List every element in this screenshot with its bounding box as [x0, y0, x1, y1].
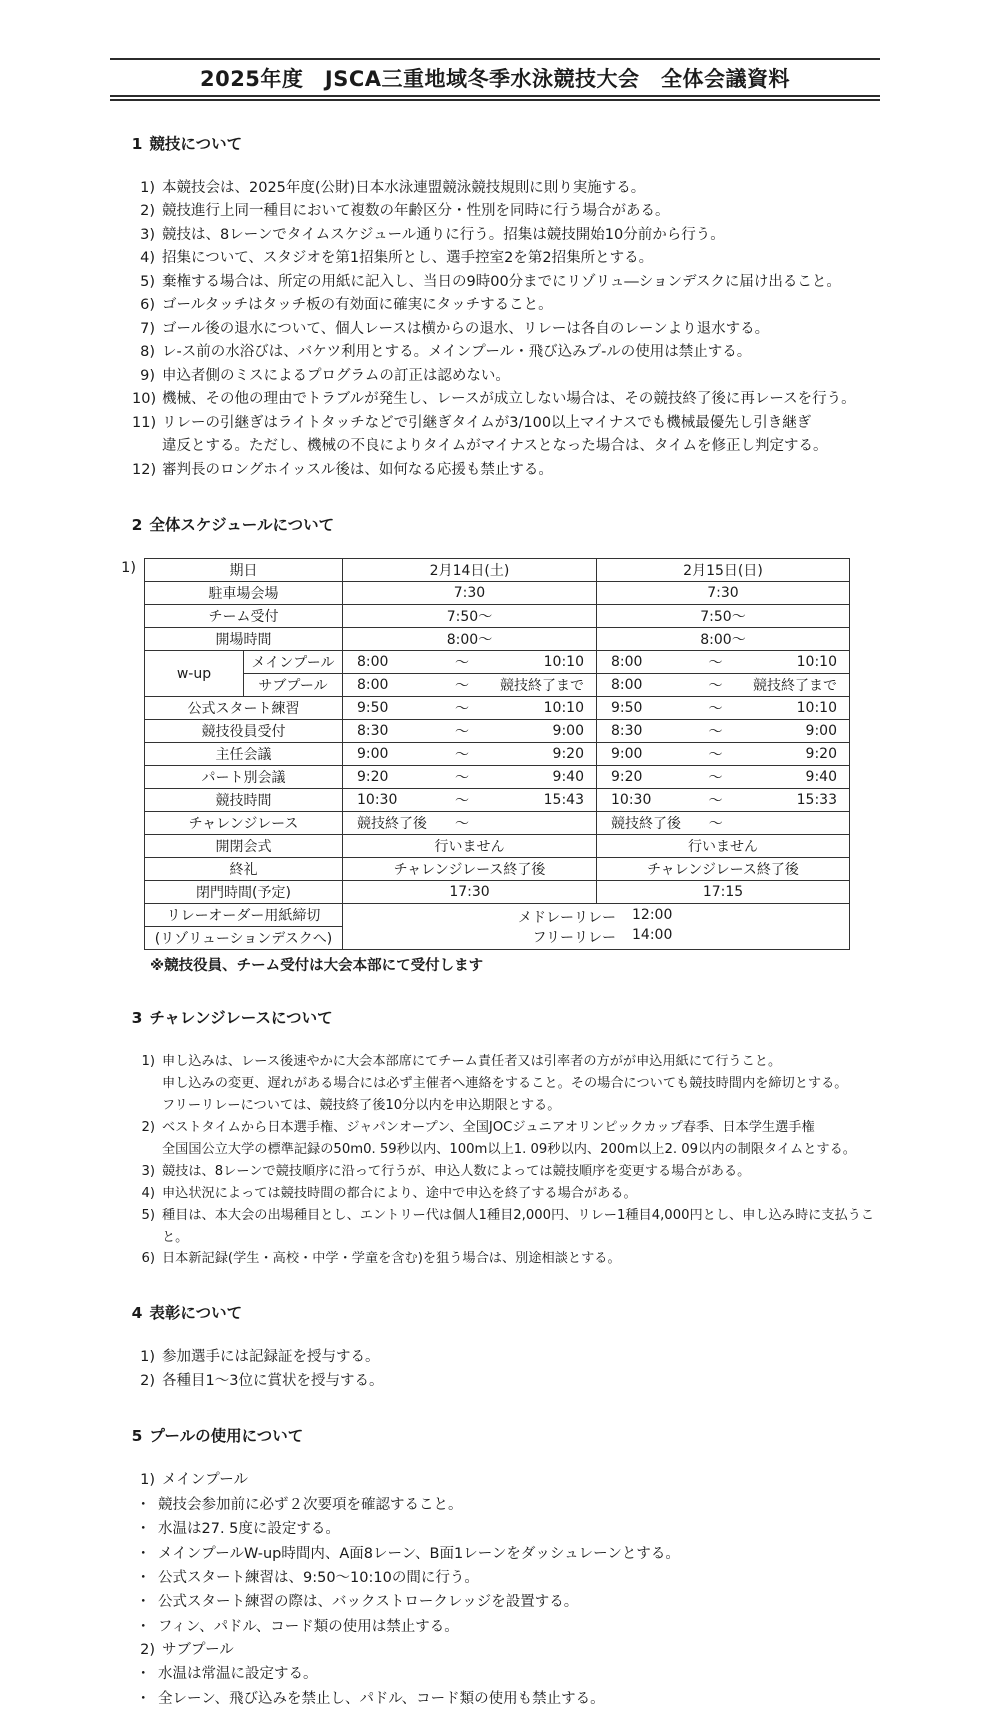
list-item-continuation: 違反とする。ただし、機械の不良によりタイムがマイナスとなった場合は、タイムを修正し判定する。: [162, 438, 828, 455]
header-day1-cell: 2月14日(土): [343, 559, 597, 582]
list-item-text: 日本新記録(学生・高校・中学・学童を含む)を狙う場合は、別途相談とする。: [162, 1251, 621, 1267]
bullet-item-text: 公式スタート練習は、9:50〜10:10の間に行う。: [158, 1569, 479, 1586]
bullet-dot-icon: ・: [136, 1569, 151, 1586]
row-label: 開閉会式: [145, 835, 343, 858]
row-label: 公式スタート練習: [145, 697, 343, 720]
time-separator: 〜: [455, 747, 470, 764]
time-separator: 〜: [708, 655, 723, 672]
row-sublabel: メインプール: [244, 651, 343, 674]
time-separator: 〜: [708, 678, 723, 695]
table-row-relay-deadline: [145, 904, 850, 927]
section-title: 全体スケジュールについて: [149, 516, 335, 535]
bullet-dot-icon: ・: [136, 1496, 151, 1513]
time-separator: 〜: [708, 793, 723, 810]
bullet-dot-icon: ・: [136, 1594, 151, 1611]
time-end: 9:00: [552, 723, 584, 740]
row-label: チーム受付: [145, 605, 343, 628]
cell-day1: [343, 720, 597, 743]
cell-day1: [343, 812, 597, 835]
time-start: 8:00: [357, 654, 389, 671]
list-item-continuation: 全国国公立大学の標準記録の50m0. 59秒以内、100m以上1. 09秒以内、200m以上2. 09以内の制限タイムとする。: [162, 1141, 856, 1157]
list-item-text: 申込状況によっては競技時間の都合により、途中で申込を終了する場合がある。: [162, 1185, 637, 1201]
list-item-marker: 3): [141, 1163, 155, 1179]
list-item: [132, 1051, 880, 1117]
title-rule-bottom-outer: [110, 95, 880, 97]
relay-entry: [345, 927, 847, 947]
time-separator: 〜: [455, 770, 470, 787]
cell-day2: [597, 743, 850, 766]
time-end: 9:40: [552, 769, 584, 786]
section-1-items: [110, 177, 880, 482]
cell-day1: 7:30: [343, 582, 597, 605]
table-row: [145, 628, 850, 651]
bullet-dot-icon: ・: [136, 1690, 151, 1707]
list-item: [132, 1161, 880, 1183]
cell-day1: [343, 674, 597, 697]
list-item-marker: 4): [141, 1185, 155, 1201]
section-number: 5: [131, 1427, 143, 1446]
cell-day1: [343, 743, 597, 766]
list-item-marker: 6): [140, 297, 155, 314]
list-item-text: 招集について、スタジオを第1招集所とし、選手控室2を第2招集所とする。: [162, 250, 654, 267]
table-row: [145, 605, 850, 628]
section-title: 表彰について: [149, 1304, 243, 1323]
list-item-marker: 11): [132, 414, 157, 431]
row-label: パート別会議: [145, 766, 343, 789]
time-separator: 〜: [455, 816, 470, 833]
list-item: [132, 247, 880, 270]
bullet-item: [136, 1615, 880, 1639]
time-separator: 〜: [708, 747, 723, 764]
time-separator: 〜: [455, 701, 470, 718]
row-label: 競技役員受付: [145, 720, 343, 743]
bullet-item: [136, 1566, 880, 1590]
relay-name: メドレーリレー: [518, 909, 616, 926]
schedule-table-wrapper: [110, 558, 880, 950]
time-start: 8:00: [611, 654, 643, 671]
table-row: [145, 812, 850, 835]
list-item-marker: 2): [140, 1372, 155, 1389]
section-heading-schedule: [110, 495, 880, 553]
section-heading-competition: [110, 114, 880, 172]
document-title-block: [110, 58, 880, 101]
table-row: [145, 674, 850, 697]
time-start: 9:00: [611, 746, 643, 763]
list-item-marker: 8): [140, 344, 155, 361]
list-item-marker: 9): [140, 367, 155, 384]
time-start: 8:30: [357, 723, 389, 740]
time-start: 競技終了後: [357, 816, 427, 833]
time-end: 15:33: [796, 792, 837, 809]
list-item-text: 審判長のロングホイッスル後は、如何なる応援も禁止する。: [162, 461, 553, 478]
list-item: [132, 412, 880, 459]
cell-day1: [343, 766, 597, 789]
schedule-note: ※競技役員、チーム受付は大会本部にて受付します: [150, 958, 484, 975]
cell-day2: 7:50〜: [597, 605, 850, 628]
time-start: 8:00: [357, 677, 389, 694]
list-item: [132, 365, 880, 388]
list-item-text: 種目は、本大会の出場種目とし、エントリー代は個人1種目2,000円、リレー1種目4,000円とし、申し込み時に支払うこと。: [162, 1207, 875, 1245]
list-item-text: 申し込みは、レース後速やかに大会本部席にてチーム責任者又は引率者の方がが申込用紙にて行うこと。 申し込みの変更、遅れがある場合には必ず主催者へ連絡をすること。その場合についても競技時間内を締切とする。 フリーリレーについては、競技終了後10分以内を申込期限とする。: [162, 1051, 880, 1117]
list-item: [132, 341, 880, 364]
header-label-cell: 期日: [145, 559, 343, 582]
list-item: [132, 1370, 880, 1393]
list-item: [132, 1205, 880, 1249]
time-start: 9:50: [357, 700, 389, 717]
list-item-marker: 2): [140, 203, 155, 220]
time-end: 10:10: [796, 654, 837, 671]
list-item-marker: 1): [140, 1349, 155, 1366]
time-start: 9:50: [611, 700, 643, 717]
section-5-groups: [110, 1469, 880, 1711]
bullet-dot-icon: ・: [136, 1521, 151, 1538]
list-item-text: 競技は、8レーンで競技順序に沿って行うが、申込人数によっては競技順序を変更する場合がある。: [162, 1163, 751, 1179]
list-item-marker: 3): [140, 226, 155, 243]
cell-day2: [597, 674, 850, 697]
overall-schedule-table: [144, 558, 850, 950]
cell-day2: 行いません: [597, 835, 850, 858]
table-row: [145, 881, 850, 904]
list-item-marker: 4): [140, 250, 155, 267]
section-number: 3: [131, 1009, 143, 1028]
list-item: [132, 224, 880, 247]
table-row: [145, 766, 850, 789]
relay-label-line2: (リゾリューションデスクへ): [145, 927, 343, 950]
time-start: 9:20: [357, 769, 389, 786]
header-day2-cell: 2月15日(日): [597, 559, 850, 582]
section-number: 4: [131, 1304, 143, 1323]
page-title: 2025年度 JSCA三重地域冬季水泳競技大会 全体会議資料: [199, 67, 791, 91]
row-label: 駐車場会場: [145, 582, 343, 605]
bullet-dot-icon: ・: [136, 1618, 151, 1635]
table-row: [145, 720, 850, 743]
section-title: プールの使用について: [149, 1427, 304, 1446]
cell-day1: 8:00〜: [343, 628, 597, 651]
table-row: [145, 582, 850, 605]
relay-name: フリーリレー: [532, 929, 616, 946]
time-end: 9:20: [552, 746, 584, 763]
list-item: [132, 388, 880, 411]
row-label: 主任会議: [145, 743, 343, 766]
list-item-marker: 1): [141, 1054, 155, 1070]
list-item: [132, 1469, 880, 1492]
list-item: [132, 1346, 880, 1369]
list-item-marker: 5): [141, 1207, 155, 1223]
section-number: 2: [131, 516, 143, 535]
list-item-marker: 7): [140, 320, 155, 337]
time-separator: 〜: [455, 793, 470, 810]
cell-day2: [597, 720, 850, 743]
bullet-item: [136, 1542, 880, 1566]
time-start: 競技終了後: [611, 816, 681, 833]
bullet-item-text: 水温は常温に設定する。: [158, 1666, 318, 1683]
cell-day2: [597, 789, 850, 812]
row-sublabel: サブプール: [244, 674, 343, 697]
relay-entry: [345, 907, 847, 927]
section-heading-pool-use: [110, 1406, 880, 1464]
time-end: 9:20: [805, 746, 837, 763]
cell-day1: 17:30: [343, 881, 597, 904]
list-item-marker: 1): [140, 180, 155, 196]
cell-day1: [343, 697, 597, 720]
time-start: 9:00: [357, 746, 389, 763]
relay-entries-cell: [343, 904, 850, 950]
time-start: 8:00: [611, 677, 643, 694]
section-3-items: [110, 1051, 880, 1270]
schedule-list-marker: 1): [121, 560, 136, 577]
table-header-row: [145, 559, 850, 582]
bullet-item-text: メインプールW-up時間内、A面8レーン、B面1レーンをダッシュレーンとする。: [158, 1545, 680, 1562]
cell-day2: [597, 697, 850, 720]
list-item-marker: 2): [141, 1120, 155, 1136]
time-start: 10:30: [357, 792, 398, 809]
cell-day1: [343, 651, 597, 674]
list-item-marker: 5): [140, 273, 155, 290]
time-end: 競技終了まで: [500, 678, 584, 695]
list-item: [132, 200, 880, 223]
list-item-marker: 6): [141, 1251, 155, 1267]
list-item-text: 機械、その他の理由でトラブルが発生し、レースが成立しない場合は、その競技終了後に再レースを行う。: [162, 391, 856, 408]
list-item: [132, 459, 880, 482]
list-item: [132, 1183, 880, 1205]
relay-time: 14:00: [632, 926, 673, 943]
time-end: 9:40: [805, 769, 837, 786]
relay-label-line1: リレーオーダー用紙締切: [145, 904, 343, 927]
time-end: 10:10: [796, 700, 837, 717]
time-end: 10:10: [543, 700, 584, 717]
table-row: [145, 743, 850, 766]
cell-day2: 17:15: [597, 881, 850, 904]
bullet-dot-icon: ・: [136, 1545, 151, 1562]
section-4-items: [110, 1346, 880, 1393]
list-item-text: ベストタイムから日本選手権、ジャパンオープン、全国JOCジュニアオリンピックカップ春季、日本学生選手権 全国国公立大学の標準記録の50m0. 59秒以内、100m以上1. 09秒以内、200m以上2. 09以内の制限タイムとする。: [162, 1117, 880, 1161]
list-item-marker: 10): [132, 391, 157, 408]
list-item: [132, 177, 880, 200]
bullet-dot-icon: ・: [136, 1666, 151, 1683]
time-start: 10:30: [611, 792, 652, 809]
bullet-item-text: フィン、パドル、コード類の使用は禁止する。: [158, 1618, 459, 1635]
bullet-item-text: 公式スタート練習の際は、バックストロークレッジを設置する。: [158, 1594, 579, 1611]
row-label: 開場時間: [145, 628, 343, 651]
list-item-marker: 12): [132, 461, 157, 478]
table-row: [145, 835, 850, 858]
list-item-marker: 2): [140, 1641, 155, 1658]
table-row: [145, 858, 850, 881]
list-item-text: 本競技会は、2025年度(公財)日本水泳連盟競泳競技規則に則り実施する。: [162, 180, 646, 196]
cell-day1: チャレンジレース終了後: [343, 858, 597, 881]
cell-day1: 7:50〜: [343, 605, 597, 628]
table-row: [145, 697, 850, 720]
list-item-marker: 1): [140, 1472, 155, 1489]
bullet-item: [136, 1662, 880, 1686]
relay-time: 12:00: [632, 906, 673, 923]
title-rule-bottom-inner: [110, 99, 880, 101]
list-item-text: 棄権する場合は、所定の用紙に記入し、当日の9時00分までにリゾリュ―ションデスクに届け出ること。: [162, 273, 841, 290]
time-separator: 〜: [708, 816, 723, 833]
bullet-item: [136, 1590, 880, 1614]
time-end: 15:43: [543, 792, 584, 809]
list-item-text: リレーの引継ぎはライトタッチなどで引継ぎタイムが3/100以上マイナスでも機械最優先し引き継ぎ 違反とする。ただし、機械の不良によりタイムがマイナスとなった場合は、タイムを修正し判定する。: [162, 412, 880, 459]
time-separator: 〜: [708, 770, 723, 787]
cell-day2: 7:30: [597, 582, 850, 605]
bullet-item-text: 全レーン、飛び込みを禁止し、パドル、コード類の使用も禁止する。: [158, 1690, 605, 1707]
time-separator: 〜: [455, 655, 470, 672]
row-label: 閉門時間(予定): [145, 881, 343, 904]
time-end: 10:10: [543, 654, 584, 671]
cell-day2: [597, 812, 850, 835]
time-end: 競技終了まで: [753, 678, 837, 695]
section-heading-challenge-race: [110, 988, 880, 1046]
list-item-text: 競技進行上同一種目において複数の年齢区分・性別を同時に行う場合がある。: [162, 203, 670, 220]
time-separator: 〜: [455, 678, 470, 695]
cell-day2: 8:00〜: [597, 628, 850, 651]
time-separator: 〜: [708, 724, 723, 741]
cell-day1: 行いません: [343, 835, 597, 858]
table-row: [145, 789, 850, 812]
list-item-text: ゴール後の退水について、個人レースは横からの退水、リレーは各自のレーンより退水する。: [162, 320, 770, 337]
section-heading-awards: [110, 1283, 880, 1341]
cell-day2: [597, 766, 850, 789]
list-item: [132, 294, 880, 317]
section-title: チャレンジレースについて: [149, 1009, 333, 1028]
list-item-text: 参加選手には記録証を授与する。: [162, 1349, 380, 1366]
list-item: [132, 1117, 880, 1161]
table-row: [145, 651, 850, 674]
list-item-text: ゴールタッチはタッチ板の有効面に確実にタッチすること。: [162, 297, 553, 314]
list-item: [132, 271, 880, 294]
row-label-wup: w-up: [145, 651, 244, 697]
time-start: 8:30: [611, 723, 643, 740]
row-label: 終礼: [145, 858, 343, 881]
bullet-item: [136, 1687, 880, 1711]
bullet-item: [136, 1493, 880, 1517]
list-item-text: 競技は、8レーンでタイムスケジュール通りに行う。招集は競技開始10分前から行う。: [162, 226, 725, 243]
bullet-item: [136, 1517, 880, 1541]
list-item-text: 各種目1〜3位に賞状を授与する。: [162, 1372, 384, 1389]
cell-day1: [343, 789, 597, 812]
time-separator: 〜: [708, 701, 723, 718]
cell-day2: [597, 651, 850, 674]
list-item-continuation: 申し込みの変更、遅れがある場合には必ず主催者へ連絡をすること。その場合についても競技時間内を締切とする。: [162, 1076, 848, 1092]
list-item: [132, 1248, 880, 1270]
time-start: 9:20: [611, 769, 643, 786]
list-item-continuation: フリーリレーについては、競技終了後10分以内を申込期限とする。: [162, 1098, 561, 1114]
cell-day2: チャレンジレース終了後: [597, 858, 850, 881]
row-label: 競技時間: [145, 789, 343, 812]
time-end: 9:00: [805, 723, 837, 740]
row-label: チャレンジレース: [145, 812, 343, 835]
document-page: [0, 58, 990, 1707]
list-item-text: サブプール: [162, 1641, 234, 1658]
time-separator: 〜: [455, 724, 470, 741]
bullet-item-text: 競技会参加前に必ず２次要項を確認すること。: [158, 1496, 463, 1513]
list-item-text: レ-ス前の水浴びは、バケツ利用とする。メインプール・飛び込みプ-ルの使用は禁止する。: [162, 344, 752, 361]
list-item-text: 申込者側のミスによるプログラムの訂正は認めない。: [162, 367, 510, 384]
list-item: [132, 318, 880, 341]
section-title: 競技について: [149, 135, 243, 153]
bullet-item-text: 水温は27. 5度に設定する。: [158, 1521, 340, 1538]
list-item: [132, 1639, 880, 1662]
section-number: 1: [131, 135, 143, 153]
list-item-text: メインプール: [162, 1472, 248, 1489]
